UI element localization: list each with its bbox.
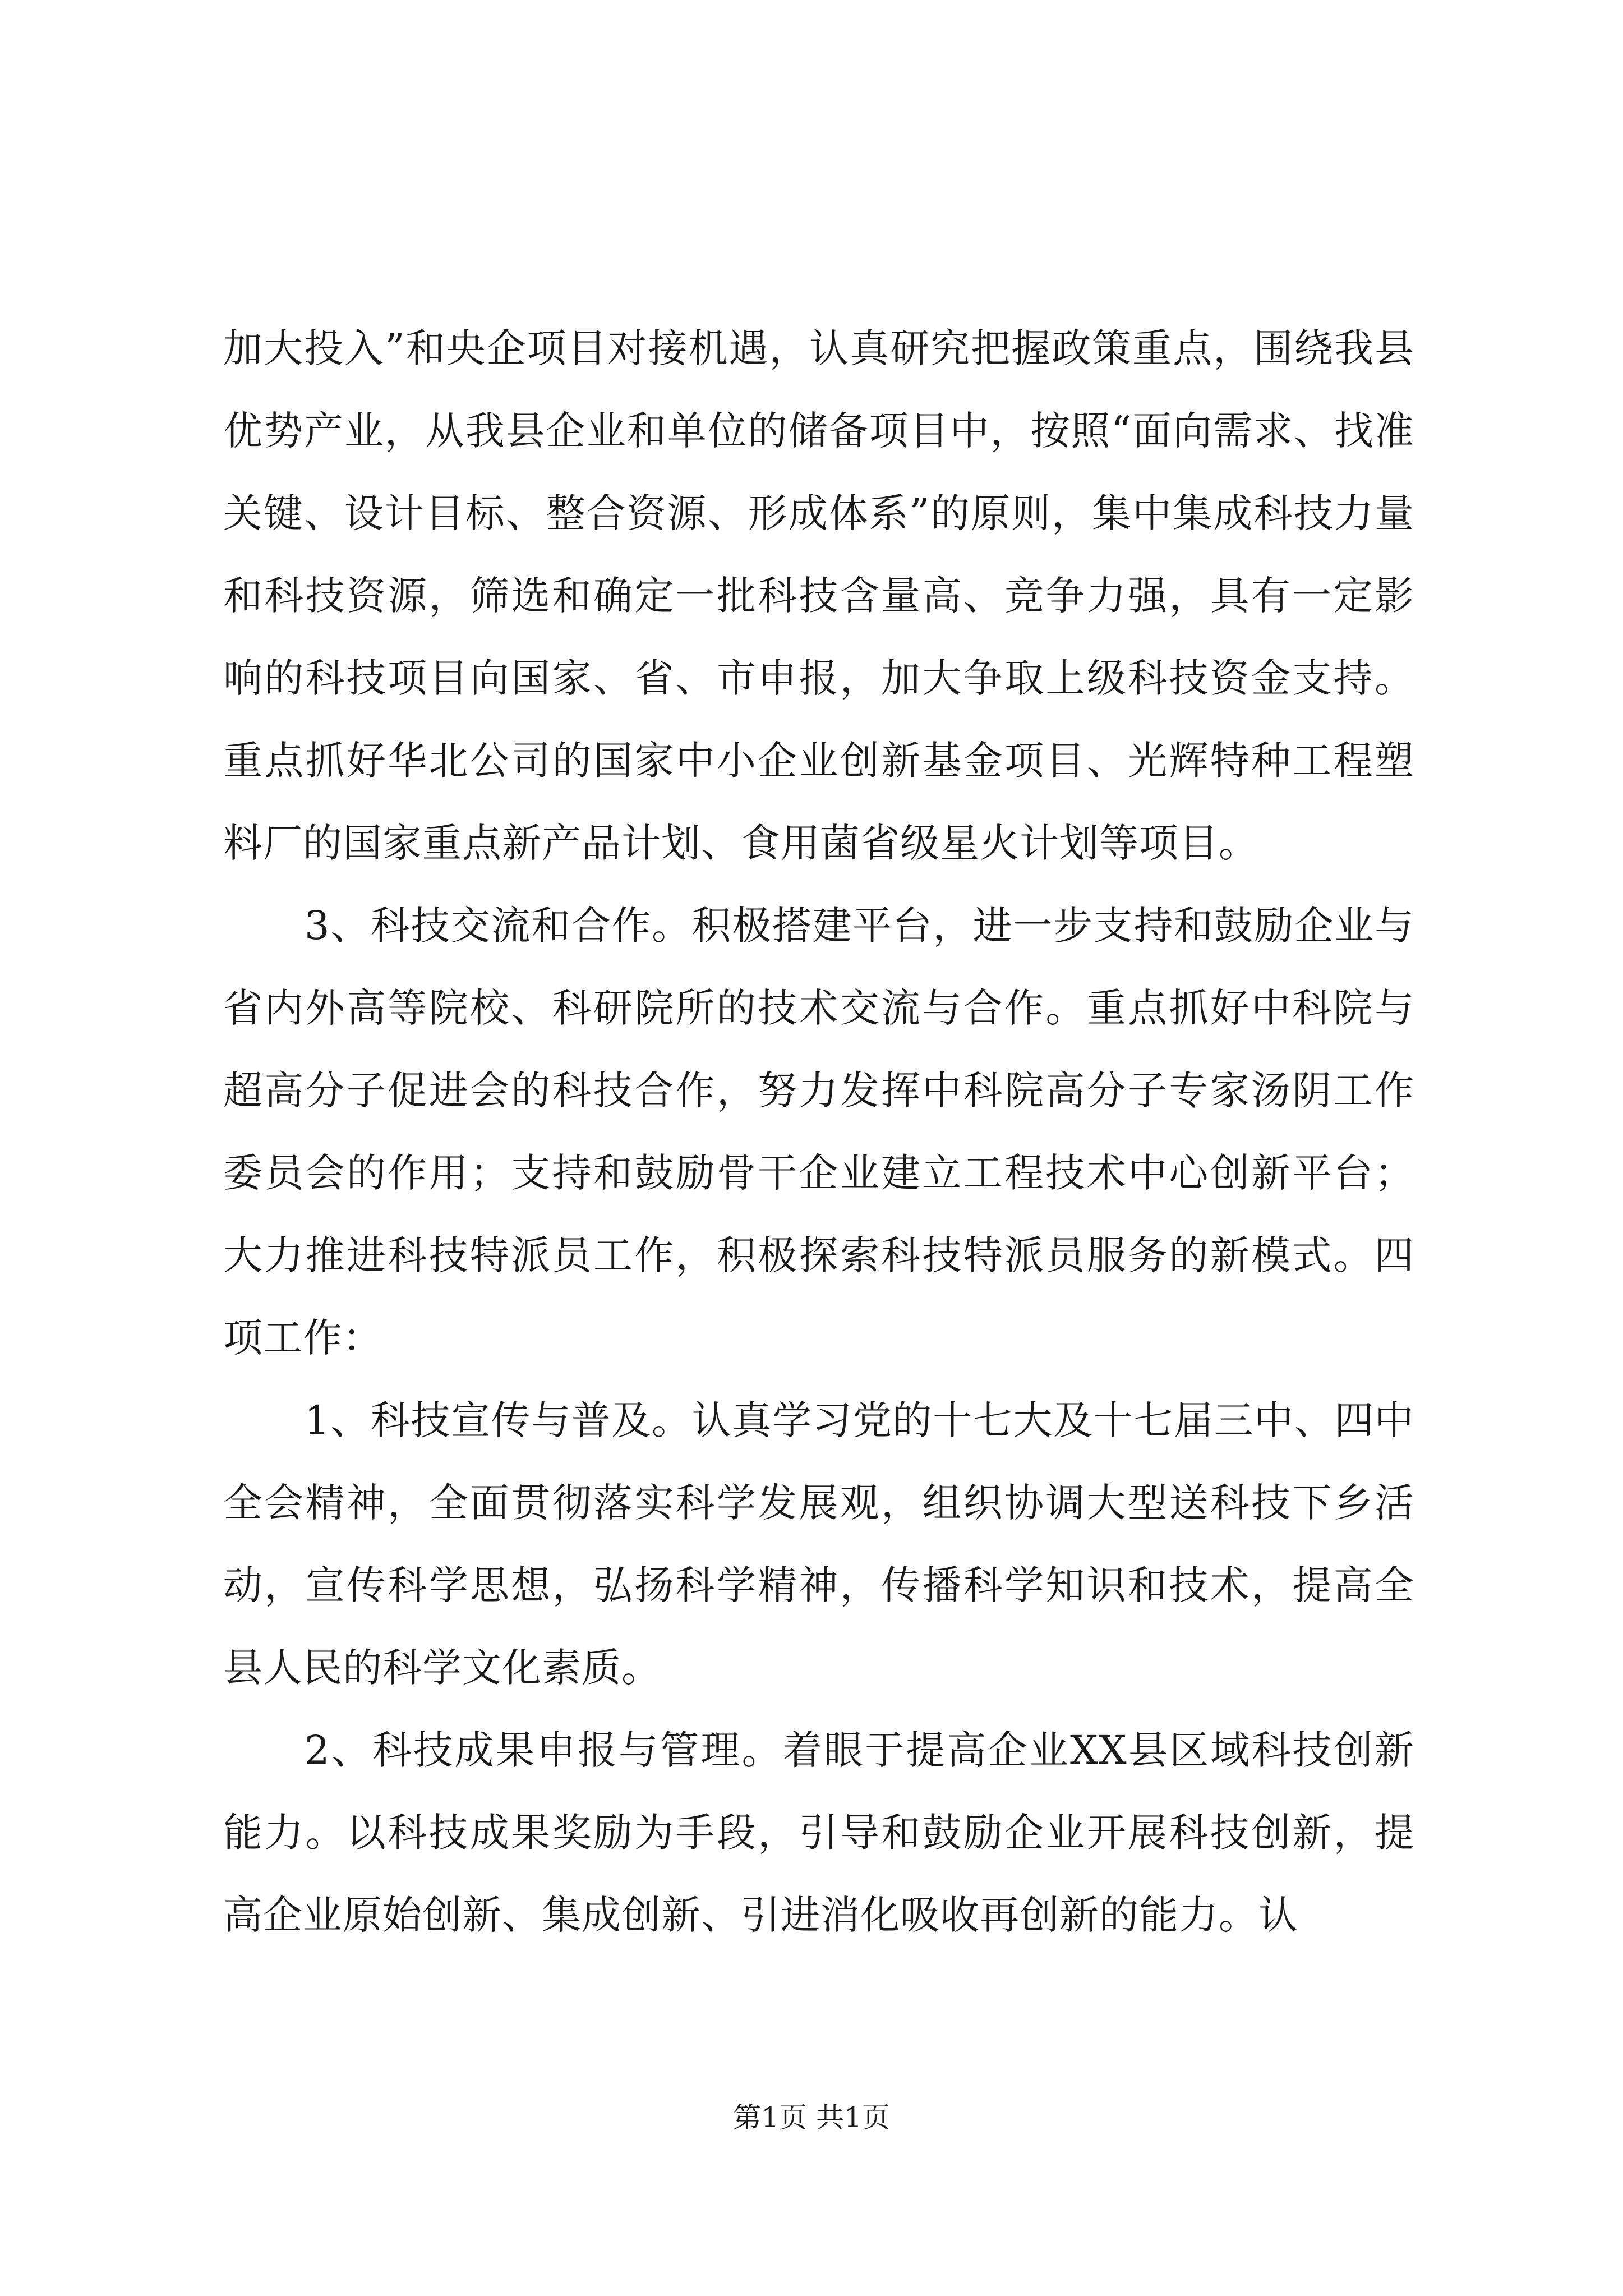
document-body [223,307,1414,1957]
paragraph: 2、科技成果申报与管理。着眼于提高企业XX县区域科技创新能力。以科技成果奖励为手段，引导和鼓励企业开展科技创新，提高企业原始创新、集成创新、引进消化吸收再创新的能力。认 [223,1727,1414,1938]
paragraph: 1、科技宣传与普及。认真学习党的十七大及十七届三中、四中全会精神，全面贯彻落实科学发展观，组织协调大型送科技下乡活动，宣传科学思想，弘扬科学精神，传播科学知识和技术，提高全县人民的科学文化素质。 [223,1397,1414,1691]
paragraph: 3、科技交流和合作。积极搭建平台，进一步支持和鼓励企业与省内外高等院校、科研院所的技术交流与合作。重点抓好中科院与超高分子促进会的科技合作，努力发挥中科院高分子专家汤阴工作委员会的作用；支持和鼓励骨干企业建立工程技术中心创新平台；大力推进科技特派员工作，积极探索科技特派员服务的新模式。四项工作： [223,903,1414,1361]
page-footer: 第1页 共1页 [733,2101,890,2134]
paragraph: 加大投入”和央企项目对接机遇，认真研究把握政策重点，围绕我县优势产业，从我县企业和单位的储备项目中，按照“面向需求、找准关键、设计目标、整合资源、形成体系”的原则，集中集成科技力量和科技资源，筛选和确定一批科技含量高、竞争力强，具有一定影响的科技项目向国家、省、市申报，加大争取上级科技资金支持。重点抓好华北公司的国家中小企业创新基金项目、光辉特种工程塑料厂的国家重点新产品计划、食用菌省级星火计划等项目。 [223,325,1414,866]
